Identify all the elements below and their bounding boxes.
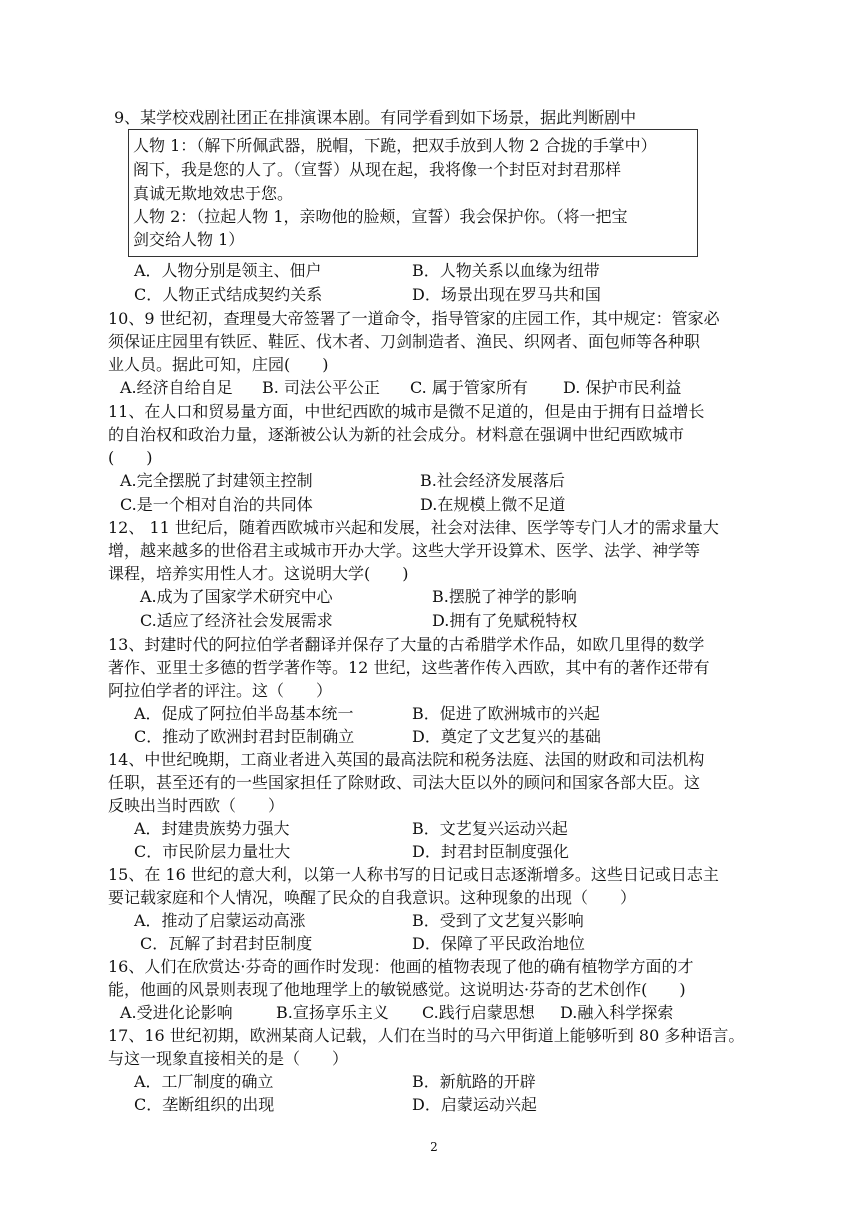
q15-option-d: D．保障了平民政治地位	[412, 934, 585, 953]
q11-line: 11、在人口和贸易量方面，中世纪西欧的城市是微不足道的，但是由于拥有日益增长	[108, 402, 705, 421]
q11-option-a: A.完全摆脱了封建领主控制	[120, 471, 313, 490]
q11-option-c: C.是一个相对自治的共同体	[120, 495, 313, 514]
q17-option-c: C．垄断组织的出现	[134, 1095, 275, 1114]
q13-line: 著作、亚里士多德的哲学著作等。12 世纪，这些著作传入西欧，其中有的著作还带有	[108, 658, 710, 677]
q16-option-d: D.融入科学探索	[560, 1003, 674, 1022]
q9-box-line: 阁下，我是您的人了。（宣誓）从现在起，我将像一个封臣对封君那样	[133, 160, 622, 179]
q9-option-c: C．人物正式结成契约关系	[134, 285, 323, 304]
page-number: 2	[430, 1140, 438, 1154]
q12-option-d: D.拥有了免赋税特权	[432, 611, 578, 630]
q17-option-a: A．工厂制度的确立	[134, 1072, 274, 1091]
q13-line: 阿拉伯学者的评注。这（ ）	[108, 681, 333, 700]
q10-line: 须保证庄园里有铁匠、鞋匠、伐木者、刀剑制造者、渔民、织网者、面包师等各种职	[108, 332, 701, 351]
q9-box-line: 真诚无欺地效忠于您。	[133, 184, 294, 203]
q15-line: 要记载家庭和个人情况，唤醒了民众的自我意识。这种现象的出现（ ）	[108, 888, 637, 907]
q16-option-a: A.受进化论影响	[120, 1003, 233, 1022]
q15-option-a: A．推动了启蒙运动高涨	[134, 911, 306, 930]
q17-option-d: D．启蒙运动兴起	[412, 1095, 537, 1114]
q10-option-c: C. 属于管家所有	[410, 378, 528, 397]
q11-option-d: D.在规模上微不足道	[420, 495, 566, 514]
q10-option-b: B. 司法公平公正	[262, 378, 380, 397]
q11-line: 的自治权和政治力量，逐渐被公认为新的社会成分。材料意在强调中世纪西欧城市	[108, 425, 685, 444]
q14-line: 任职，甚至还有的一些国家担任了除财政、司法大臣以外的顾问和国家各部大臣。这	[108, 773, 701, 792]
q13-option-d: D．奠定了文艺复兴的基础	[412, 727, 601, 746]
q12-option-c: C.适应了经济社会发展需求	[140, 611, 333, 630]
q14-line: 反映出当时西欧（ ）	[108, 796, 285, 815]
q15-option-c: C．瓦解了封君封臣制度	[140, 934, 313, 953]
q14-option-d: D．封君封臣制度强化	[412, 842, 569, 861]
q9-box-line: 人物 2：（拉起人物 1，亲吻他的脸颊，宣誓）我会保护你。（将一把宝	[133, 207, 628, 226]
q17-option-b: B．新航路的开辟	[412, 1072, 536, 1091]
q13-option-b: B．促进了欧洲城市的兴起	[412, 704, 600, 723]
q10-line: 10、9 世纪初，查理曼大帝签署了一道命令，指导管家的庄园工作，其中规定：管家必	[108, 309, 720, 328]
q12-option-a: A.成为了国家学术研究中心	[140, 587, 333, 606]
q16-option-b: B.宣扬享乐主义	[276, 1003, 389, 1022]
q14-option-b: B．文艺复兴运动兴起	[412, 819, 568, 838]
q9-scene-box	[128, 129, 698, 257]
q14-line: 14、中世纪晚期，工商业者进入英国的最高法院和税务法庭、法国的财政和司法机构	[108, 750, 705, 769]
q9-box-line: 人物 1：（解下所佩武器，脱帽，下跪，把双手放到人物 2 合拢的手掌中）	[133, 136, 657, 155]
q12-line: 12、 11 世纪后，随着西欧城市兴起和发展，社会对法律、医学等专门人才的需求量大	[108, 518, 719, 537]
q13-option-c: C．推动了欧洲封君封臣制确立	[134, 727, 355, 746]
q12-line: 课程，培养实用性人才。这说明大学( )	[108, 564, 409, 583]
q13-line: 13、封建时代的阿拉伯学者翻译并保存了大量的古希腊学术作品，如欧几里得的数学	[108, 635, 705, 654]
q10-option-a: A.经济自给自足	[120, 378, 233, 397]
q17-line: 17、16 世纪初期，欧洲某商人记载，人们在当时的马六甲街道上能够听到 80 多种语言。	[108, 1026, 745, 1045]
q11-line: ( )	[108, 448, 153, 467]
q12-option-b: B.摆脱了神学的影响	[432, 587, 577, 606]
q11-option-b: B.社会经济发展落后	[420, 471, 565, 490]
q9-option-a: A．人物分别是领主、佃户	[134, 261, 322, 280]
q10-line: 业人员。据此可知，庄园( )	[108, 355, 329, 374]
q16-line: 能，他画的风景则表现了他地理学上的敏锐感觉。这说明达·芬奇的艺术创作( )	[108, 980, 686, 999]
q9-option-b: B．人物关系以血缘为纽带	[412, 261, 600, 280]
q17-line: 与这一现象直接相关的是（ ）	[108, 1049, 349, 1068]
q10-option-d: D. 保护市民利益	[563, 378, 682, 397]
q9-stem: 9、某学校戏剧社团正在排演课本剧。有同学看到如下场景，据此判断剧中	[114, 108, 637, 127]
q14-option-a: A．封建贵族势力强大	[134, 819, 290, 838]
q15-option-b: B．受到了文艺复兴影响	[412, 911, 584, 930]
q16-line: 16、人们在欣赏达·芬奇的画作时发现：他画的植物表现了他的确有植物学方面的才	[108, 957, 694, 976]
q14-option-c: C．市民阶层力量壮大	[134, 842, 291, 861]
q12-line: 增，越来越多的世俗君主或城市开办大学。这些大学开设算术、医学、法学、神学等	[108, 541, 701, 560]
q13-option-a: A．促成了阿拉伯半岛基本统一	[134, 704, 354, 723]
q9-option-d: D．场景出现在罗马共和国	[412, 285, 601, 304]
q9-box-line: 剑交给人物 1）	[133, 230, 245, 249]
q16-option-c: C.践行启蒙思想	[422, 1003, 535, 1022]
q15-line: 15、在 16 世纪的意大利，以第一人称书写的日记或日志逐渐增多。这些日记或日志主	[108, 865, 719, 884]
